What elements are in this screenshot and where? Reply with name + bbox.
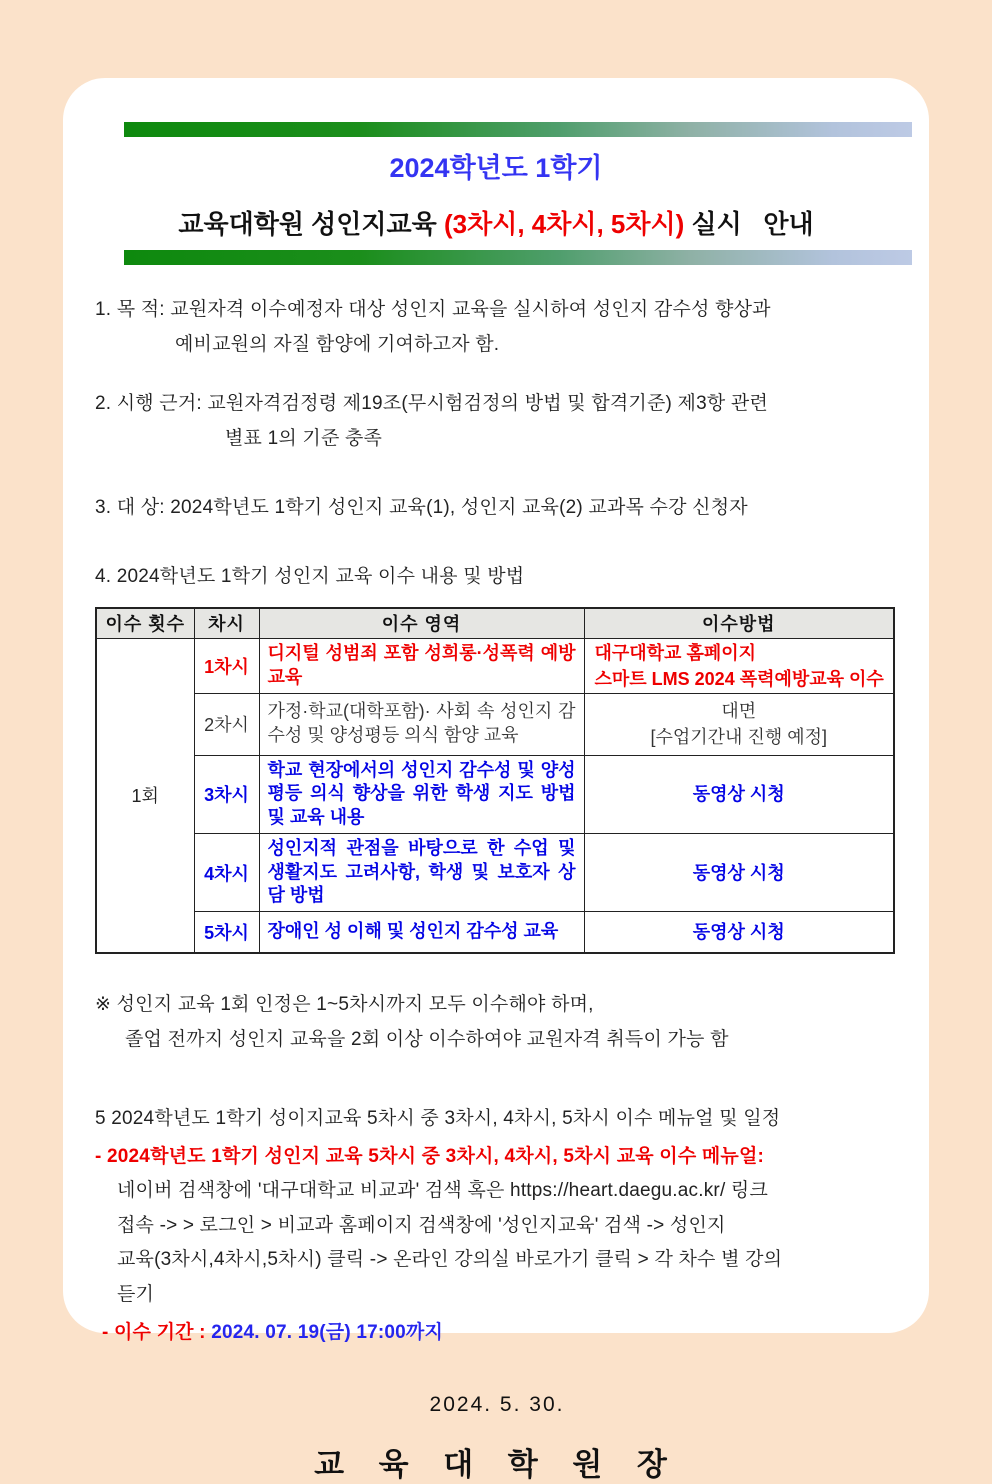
method-cell [584,639,894,694]
col-header-method: 이수방법 [584,608,894,639]
section-purpose [95,293,899,363]
manual-step-line2: 접속 -> > 로그인 > 비교과 홈페이지 검색창에 '성인지교육' 검색 -> 성인지 [117,1214,726,1236]
period-deadline-value: 2024. 07. 19(금) 17:00까지 [211,1322,444,1344]
note-block [95,988,899,1058]
method-cell: 동영상 시청 [584,833,894,911]
method-cell: 동영상 시청 [584,755,894,833]
area-cell: 가정·학교(대학포함)· 사회 속 성인지 감수성 및 양성평등 의식 함양 교육 [259,693,584,755]
course-completion-table [95,607,895,954]
page-title-semester: 2024학년도 1학기 [389,153,603,183]
section-manual [95,1102,899,1351]
legal-basis-line2: 별표 1의 기준 충족 [225,427,383,449]
title-underline-gradient-bar [124,250,912,265]
table-row-session4 [96,833,894,911]
purpose-line1: 1. 목 적: 교원자격 이수예정자 대상 성인지 교육을 실시하여 성인지 감수성 향상과 [95,299,771,320]
session-cell: 1차시 [194,639,259,694]
method-heading-line: 4. 2024학년도 1학기 성인지 교육 이수 내용 및 방법 [95,565,525,587]
table-row-session3 [96,755,894,833]
method-line: 스마트 LMS 2024 폭력예방교육 이수 [594,668,884,689]
signature-dean: 교 육 대 학 원 장 [314,1446,680,1482]
method-line: 대구대학교 홈페이지 [594,642,756,663]
table-row-session2 [96,693,894,755]
section-legal-basis [95,387,899,457]
top-gradient-bar [124,122,912,137]
purpose-line2: 예비교원의 자질 함양에 기여하고자 함. [175,333,500,355]
session-cell: 3차시 [194,755,259,833]
notice-document [63,78,929,1482]
area-cell: 성인지적 관점을 바탕으로 한 수업 및 생활지도 고려사항, 학생 및 보호자 상담 방법 [259,833,584,911]
completion-period-line [95,1316,899,1350]
target-line: 3. 대 상: 2024학년도 1학기 성인지 교육(1), 성인지 교육(2) 교과목 수강 신청자 [95,496,748,518]
section-method-heading [95,560,899,595]
col-header-completion-count: 이수 횟수 [96,608,194,639]
page-title-main [63,204,929,241]
method-cell [584,693,894,755]
session-cell: 4차시 [194,833,259,911]
manual-red-subheading: - 2024학년도 1학기 성인지 교육 5차시 중 3차시, 4차시, 5차시 교육 이수 메뉴얼: [95,1145,765,1167]
legal-basis-line1: 2. 시행 근거: 교원자격검정령 제19조(무시험검정의 방법 및 합격기준) 제3항 관련 [95,392,769,414]
table-row-session1 [96,639,894,694]
table-row-session5 [96,912,894,953]
document-body [63,293,929,1484]
col-header-area: 이수 영역 [259,608,584,639]
title-prefix: 교육대학원 성인지교육 [178,209,444,239]
manual-step-line3: 교육(3차시,4차시,5차시) 클릭 -> 온라인 강의실 바로가기 클릭 > 각 차수 별 강의 [117,1249,783,1271]
col-header-session: 차시 [194,608,259,639]
method-cell: 동영상 시청 [584,912,894,953]
area-cell: 학교 현장에서의 성인지 감수성 및 양성평등 의식 향상을 위한 학생 지도 방법 및 교육 내용 [259,755,584,833]
manual-step-line4: 듣기 [117,1283,155,1305]
completion-count-cell: 1회 [96,639,194,953]
session-cell: 2차시 [194,693,259,755]
manual-step-line1: 네이버 검색창에 '대구대학교 비교과' 검색 혹은 https://heart.daegu.ac.kr/ 링크 [117,1180,769,1201]
method-line: [수업기간내 진행 예정] [650,727,827,748]
note-line2: 졸업 전까지 성인지 교육을 2회 이상 이수하여야 교원자격 취득이 가능 함 [125,1028,729,1050]
period-label: - 이수 기간 : [102,1322,212,1344]
table-header-row [96,608,894,639]
area-cell: 장애인 성 이해 및 성인지 감수성 교육 [259,912,584,953]
area-cell: 디지털 성범죄 포함 성희롱·성폭력 예방교육 [259,639,584,694]
manual-heading: 5 2024학년도 1학기 성이지교육 5차시 중 3차시, 4차시, 5차시 이수 메뉴얼 및 일정 [95,1107,781,1129]
note-line1: ※ 성인지 교육 1회 인정은 1~5차시까지 모두 이수해야 하며, [95,993,594,1015]
title-suffix: 실시 안내 [684,209,814,239]
title-sessions-highlight: (3차시, 4차시, 5차시) [443,209,685,239]
method-line: 대면 [721,701,757,722]
session-cell: 5차시 [194,912,259,953]
issue-date: 2024. 5. 30. [429,1392,565,1416]
section-target [95,491,899,526]
